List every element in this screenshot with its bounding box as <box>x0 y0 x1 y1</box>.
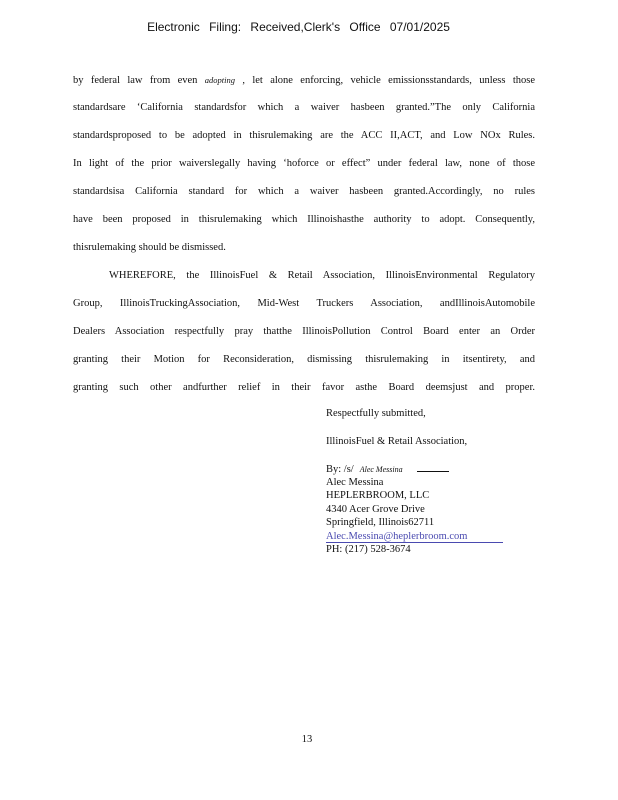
firm-name: HEPLERBROOM, LLC <box>326 490 430 501</box>
email-link[interactable]: Alec.Messina@heplerbroom.com <box>326 531 503 543</box>
address-line-1: 4340 Acer Grove Drive <box>326 503 425 515</box>
page-number: 13 <box>301 734 313 745</box>
electronic-filing-header: Electronic Filing: Received,Clerk's Office 07/01/2025 <box>147 20 450 34</box>
closing-line: Respectfully submitted, <box>326 408 426 419</box>
body-line-6: have been proposed in thisrulemaking which Illinoishasthe authority to adopt. Consequently, <box>73 214 535 225</box>
body-line-3: standardsproposed to be adopted in thisrulemaking are the ACC II,ACT, and Low NOx Rules. <box>73 130 535 141</box>
body-line-4: In light of the prior waiverslegally having ‘hoforce or effect” under federal law, none of those <box>73 158 535 169</box>
body-line-8: WHEREFORE, the IllinoisFuel & Retail Association, IllinoisEnvironmental Regulatory <box>109 270 535 281</box>
organization-line: IllinoisFuel & Retail Association, <box>326 436 468 447</box>
by-label: By: /s/ <box>326 464 354 475</box>
phone-line: PH: (217) 528-3674 <box>326 544 411 555</box>
body-line-1-start: by federal law from even <box>73 75 205 86</box>
email-line <box>326 530 526 544</box>
body-line-12: granting such other andfurther relief in their favor asthe Board deemsjust and proper. <box>73 382 535 393</box>
signature-underline <box>417 462 449 472</box>
body-line-10: Dealers Association respectfully pray thatthe IllinoisPollution Control Board enter an Order <box>73 326 535 337</box>
body-line-7: thisrulemaking should be dismissed. <box>73 242 226 253</box>
signer-name: Alec Messina <box>326 476 384 488</box>
body-line-1-end: , let alone enforcing, vehicle emissionsstandards, unless those <box>235 75 535 86</box>
body-line-1 <box>73 72 535 100</box>
by-line <box>326 462 526 476</box>
body-line-2: standardsare ‘California standardsfor which a waiver hasbeen granted.”The only California <box>73 102 535 113</box>
body-line-1-italic: adopting <box>204 75 236 85</box>
body-line-5: standardsisa California standard for which a waiver hasbeen granted.Accordingly, no rules <box>73 186 535 197</box>
signature-block <box>326 406 526 557</box>
body-line-11: granting their Motion for Reconsideration, dismissing thisrulemaking in itsentirety, and <box>73 354 535 365</box>
address-line-2: Springfield, Illinois62711 <box>326 517 435 528</box>
body-line-9: Group, IllinoisTruckingAssociation, Mid-West Truckers Association, andIllinoisAutomobile <box>73 298 535 309</box>
signature-mark: Alec Messina <box>359 465 403 474</box>
document-body <box>73 72 535 408</box>
